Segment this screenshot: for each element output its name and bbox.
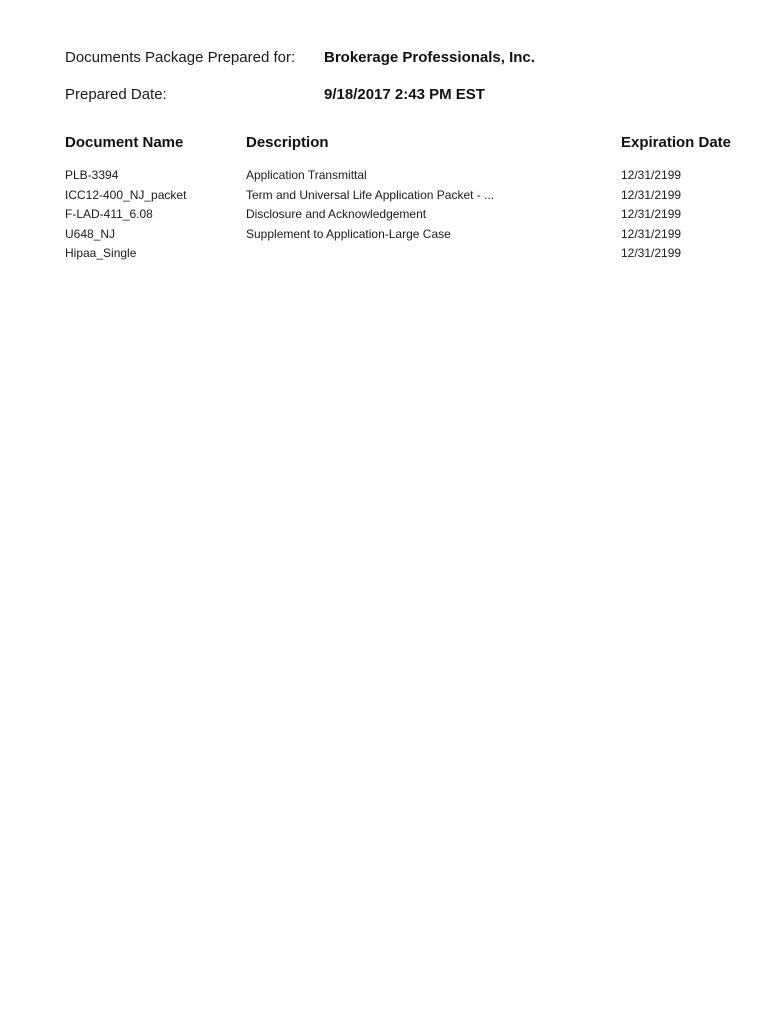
prepared-for-value: Brokerage Professionals, Inc. — [324, 49, 535, 66]
table-row — [0, 207, 770, 227]
table-row — [0, 188, 770, 208]
document-name-cell: U648_NJ — [65, 226, 116, 241]
description-cell: Disclosure and Acknowledgement — [246, 207, 427, 221]
table-row — [0, 168, 770, 188]
expiration-date-cell: 12/31/2199 — [621, 246, 682, 260]
description-cell: Application Transmittal — [246, 168, 367, 182]
prepared-date-label: Prepared Date: — [65, 86, 167, 103]
column-header-document-name: Document Name — [65, 134, 184, 151]
expiration-date-cell: 12/31/2199 — [621, 207, 682, 221]
document-name-cell: Hipaa_Single — [65, 246, 137, 260]
expiration-date-cell: 12/31/2199 — [621, 168, 682, 182]
column-header-description: Description — [246, 134, 329, 151]
column-header-expiration-date: Expiration Date — [621, 134, 732, 151]
table-row — [0, 246, 770, 266]
description-cell: Supplement to Application-Large Case — [246, 226, 451, 241]
document-name-cell: ICC12-400_NJ_packet — [65, 187, 187, 202]
prepared-date-value: 9/18/2017 2:43 PM EST — [324, 86, 485, 103]
document-table-body — [0, 168, 770, 266]
document-name-cell: F-LAD-411_6.08 — [65, 207, 153, 221]
document-name-cell: PLB-3394 — [65, 168, 119, 182]
description-cell: Term and Universal Life Application Packet - ... — [246, 187, 495, 202]
prepared-for-label: Documents Package Prepared for: — [65, 49, 296, 66]
expiration-date-cell: 12/31/2199 — [621, 187, 682, 202]
table-row — [0, 227, 770, 247]
expiration-date-cell: 12/31/2199 — [621, 226, 682, 241]
